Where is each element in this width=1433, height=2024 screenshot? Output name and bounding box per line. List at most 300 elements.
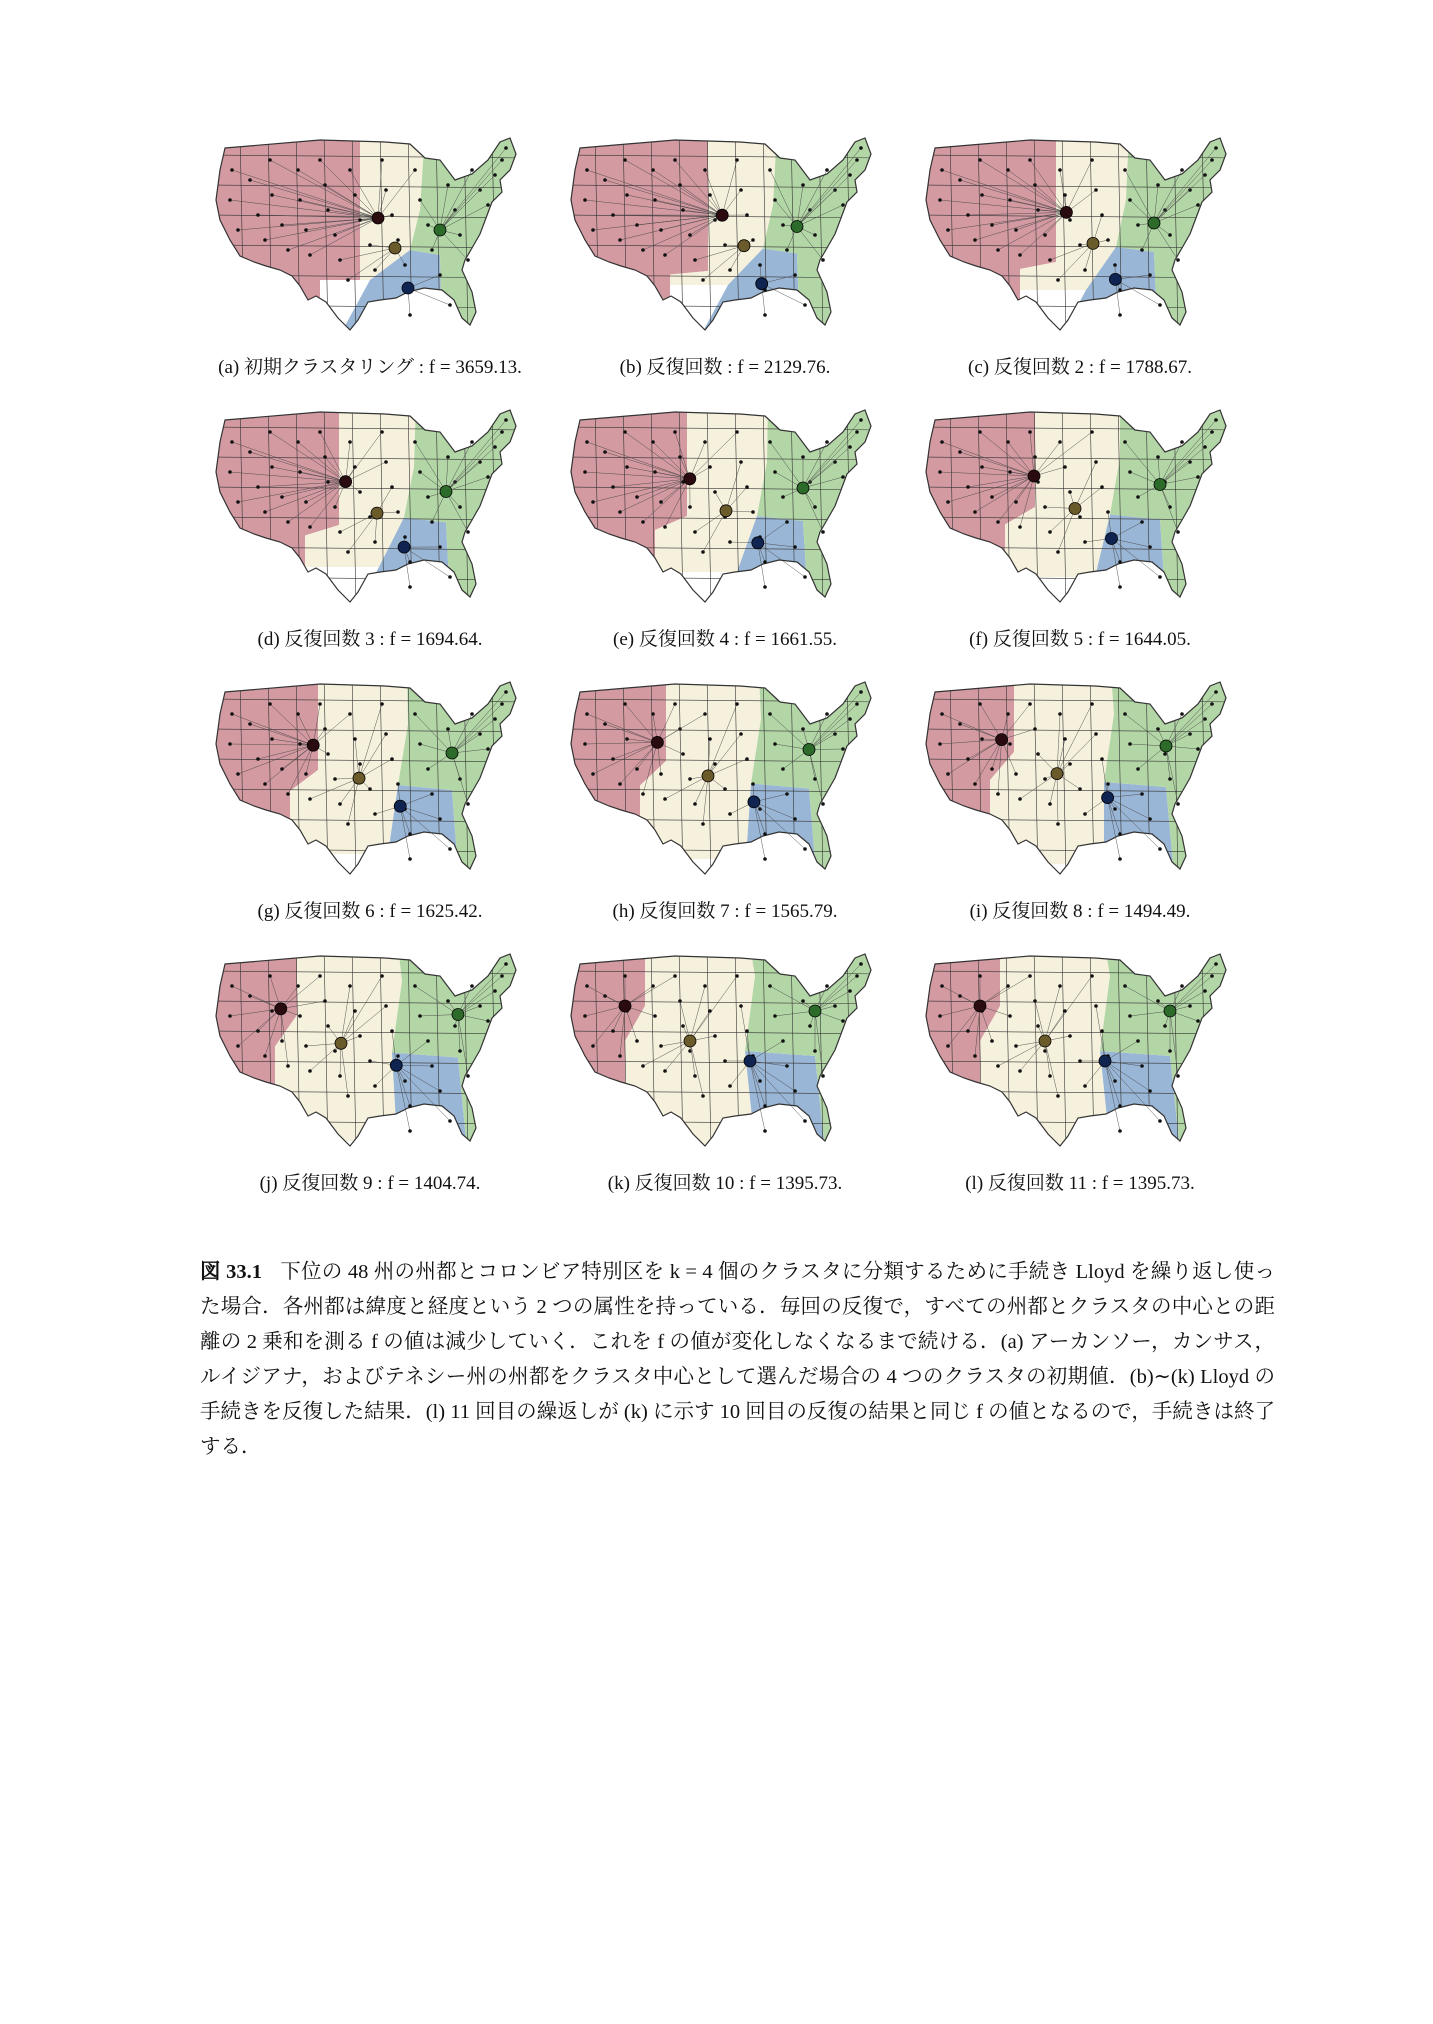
capital-dot <box>1118 560 1122 564</box>
capital-dot <box>390 757 394 761</box>
capital-dot <box>635 495 639 499</box>
capital-dot <box>625 737 629 741</box>
capital-dot <box>426 1039 430 1043</box>
capital-dot <box>1018 797 1022 801</box>
capital-dot <box>408 560 412 564</box>
capital-dot <box>1118 1104 1122 1108</box>
capital-dot <box>1056 1094 1060 1098</box>
capital-dot <box>353 193 357 197</box>
capital-dot <box>703 984 707 988</box>
capital-dot <box>848 445 852 449</box>
capital-dot <box>1188 1004 1192 1008</box>
capital-dot <box>651 712 655 716</box>
centroid-west <box>996 734 1008 746</box>
capital-dot <box>408 1129 412 1133</box>
centroid-west <box>716 209 728 221</box>
map-h <box>565 674 885 879</box>
capital-dot <box>678 999 682 1003</box>
capital-dot <box>346 550 350 554</box>
capital-dot <box>745 757 749 761</box>
capital-dot <box>298 742 302 746</box>
capital-dot <box>448 847 452 851</box>
panel-caption: (c) 反復回数 2 : f = 1788.67. <box>968 357 1192 378</box>
capital-dot <box>458 233 462 237</box>
capital-dot <box>1058 168 1062 172</box>
state-border <box>565 849 885 852</box>
centroid-central <box>702 770 714 782</box>
capital-dot <box>996 248 1000 252</box>
capital-dot <box>1196 1019 1200 1023</box>
panel-caption: (k) 反復回数 10 : f = 1395.73. <box>607 1173 843 1194</box>
map-b <box>565 130 885 335</box>
capital-dot <box>408 832 412 836</box>
capital-dot <box>1056 822 1060 826</box>
capital-dot <box>338 258 342 262</box>
panel-d <box>200 402 540 652</box>
capital-dot <box>358 490 362 494</box>
state-border <box>520 130 524 335</box>
capital-dot <box>966 1029 970 1033</box>
map-i <box>920 674 1240 879</box>
region-group <box>210 674 530 879</box>
capital-dot <box>1176 258 1180 262</box>
capital-dot <box>855 974 859 978</box>
capital-dot <box>681 752 685 756</box>
centroid-south <box>394 800 406 812</box>
capital-dot <box>1128 742 1132 746</box>
capital-dot <box>1078 1059 1082 1063</box>
capital-dot <box>280 767 284 771</box>
capital-dot <box>263 510 267 514</box>
capital-dot <box>859 690 863 694</box>
capital-dot <box>659 772 663 776</box>
centroid-west <box>307 739 319 751</box>
state-border <box>210 849 530 852</box>
capital-dot <box>280 1039 284 1043</box>
capital-dot <box>1176 1074 1180 1078</box>
capital-dot <box>803 575 807 579</box>
capital-dot <box>1090 974 1094 978</box>
capital-dot <box>611 1029 615 1033</box>
capital-dot <box>1018 525 1022 529</box>
capital-dot <box>448 575 452 579</box>
map-j <box>210 946 530 1151</box>
capital-dot <box>323 455 327 459</box>
capital-dot <box>1043 777 1047 781</box>
capital-dot <box>739 732 743 736</box>
capital-dot <box>1118 1129 1122 1133</box>
capital-dot <box>938 742 942 746</box>
capital-dot <box>466 802 470 806</box>
region-group <box>565 946 885 1151</box>
capital-dot <box>1123 712 1127 716</box>
capital-dot <box>1113 263 1117 267</box>
capital-dot <box>413 984 417 988</box>
capital-dot <box>453 1024 457 1028</box>
capital-dot <box>396 1054 400 1058</box>
capital-dot <box>1068 490 1072 494</box>
capital-dot <box>263 238 267 242</box>
capital-dot <box>1148 817 1152 821</box>
capital-dot <box>333 505 337 509</box>
region-east <box>763 130 885 335</box>
centroid-south <box>752 537 764 549</box>
capital-dot <box>418 470 422 474</box>
capital-dot <box>438 273 442 277</box>
capital-dot <box>1123 440 1127 444</box>
centroid-east <box>1160 740 1172 752</box>
centroid-south <box>748 796 760 808</box>
panel-caption: (e) 反復回数 4 : f = 1661.55. <box>613 629 837 650</box>
capital-dot <box>268 158 272 162</box>
capital-dot <box>735 702 739 706</box>
capital-dot <box>751 782 755 786</box>
region-east <box>751 674 885 879</box>
region-south <box>745 1051 825 1151</box>
capital-dot <box>996 792 1000 796</box>
capital-dot <box>1028 702 1032 706</box>
capital-dot <box>298 1014 302 1018</box>
capital-dot <box>358 1034 362 1038</box>
capital-dot <box>1203 173 1207 177</box>
capital-dot <box>1158 575 1162 579</box>
panel-caption: (d) 反復回数 3 : f = 1694.64. <box>257 629 483 650</box>
capital-dot <box>1180 440 1184 444</box>
capital-dot <box>1140 792 1144 796</box>
capital-dot <box>825 712 829 716</box>
capital-dot <box>338 802 342 806</box>
capital-dot <box>958 178 962 182</box>
capital-dot <box>1090 702 1094 706</box>
capital-dot <box>1158 847 1162 851</box>
capital-dot <box>833 732 837 736</box>
capital-dot <box>781 1039 785 1043</box>
capital-dot <box>308 1069 312 1073</box>
capital-dot <box>773 1014 777 1018</box>
capital-dot <box>466 530 470 534</box>
capital-dot <box>323 183 327 187</box>
capital-dot <box>403 263 407 267</box>
capital-dot <box>408 1104 412 1108</box>
capital-dot <box>946 228 950 232</box>
capital-dot <box>1083 812 1087 816</box>
capital-dot <box>1036 1024 1040 1028</box>
capital-dot <box>618 782 622 786</box>
capital-dot <box>326 1024 330 1028</box>
capital-dot <box>673 430 677 434</box>
centroid-south <box>390 1059 402 1071</box>
capital-dot <box>1048 530 1052 534</box>
capital-dot <box>745 1029 749 1033</box>
region-group <box>920 946 1240 1151</box>
capital-dot <box>825 168 829 172</box>
capital-dot <box>408 585 412 589</box>
capital-dot <box>1180 712 1184 716</box>
capital-dot <box>785 792 789 796</box>
capital-dot <box>653 198 657 202</box>
capital-dot <box>701 1094 705 1098</box>
capital-dot <box>384 188 388 192</box>
capital-dot <box>751 238 755 242</box>
capital-dot <box>504 690 508 694</box>
capital-dot <box>825 440 829 444</box>
capital-dot <box>1078 515 1082 519</box>
capital-dot <box>296 440 300 444</box>
capital-dot <box>708 465 712 469</box>
capital-dot <box>688 505 692 509</box>
region-south <box>392 1053 467 1152</box>
capital-dot <box>248 450 252 454</box>
capital-dot <box>653 1014 657 1018</box>
capital-dot <box>678 183 682 187</box>
capital-dot <box>803 1119 807 1123</box>
capital-dot <box>448 1119 452 1123</box>
capital-dot <box>681 1024 685 1028</box>
capital-dot <box>1033 455 1037 459</box>
centroid-east <box>791 221 803 233</box>
capital-dot <box>286 1064 290 1068</box>
region-east <box>1110 402 1240 607</box>
capital-dot <box>486 475 490 479</box>
capital-dot <box>591 500 595 504</box>
region-east <box>398 674 530 879</box>
panel-caption: (f) 反復回数 5 : f = 1644.05. <box>969 629 1191 650</box>
state-border <box>1230 946 1234 1151</box>
capital-dot <box>980 465 984 469</box>
capital-dot <box>768 440 772 444</box>
region-west <box>920 130 1056 335</box>
capital-dot <box>833 460 837 464</box>
capital-dot <box>763 585 767 589</box>
capital-dot <box>348 712 352 716</box>
capital-dot <box>318 158 322 162</box>
capital-dot <box>693 1074 697 1078</box>
capital-dot <box>1163 752 1167 756</box>
capital-dot <box>390 485 394 489</box>
capital-dot <box>346 278 350 282</box>
capital-dot <box>408 857 412 861</box>
capital-dot <box>813 233 817 237</box>
capital-dot <box>1188 732 1192 736</box>
capital-dot <box>296 984 300 988</box>
capital-dot <box>358 762 362 766</box>
capital-dot <box>773 742 777 746</box>
capital-dot <box>990 223 994 227</box>
centroid-east <box>797 482 809 494</box>
capital-dot <box>403 535 407 539</box>
capital-dot <box>446 999 450 1003</box>
capital-dot <box>486 203 490 207</box>
capital-dot <box>270 1009 274 1013</box>
capital-dot <box>763 832 767 836</box>
capital-dot <box>673 158 677 162</box>
capital-dot <box>1123 984 1127 988</box>
capital-dot <box>1033 183 1037 187</box>
capital-dot <box>735 158 739 162</box>
capital-dot <box>466 258 470 262</box>
capital-dot <box>1008 198 1012 202</box>
capital-dot <box>848 173 852 177</box>
map-c <box>920 130 1240 335</box>
capital-dot <box>739 1004 743 1008</box>
capital-dot <box>504 146 508 150</box>
capital-dot <box>728 540 732 544</box>
capital-dot <box>583 1014 587 1018</box>
capital-dot <box>1158 1119 1162 1123</box>
capital-dot <box>688 777 692 781</box>
capital-dot <box>380 158 384 162</box>
panel-caption: (b) 反復回数 : f = 2129.76. <box>619 357 831 378</box>
capital-dot <box>333 777 337 781</box>
capital-dot <box>803 847 807 851</box>
capital-dot <box>673 702 677 706</box>
capital-dot <box>978 158 982 162</box>
capital-dot <box>493 717 497 721</box>
capital-dot <box>693 530 697 534</box>
capital-dot <box>384 732 388 736</box>
capital-dot <box>1156 183 1160 187</box>
capital-dot <box>308 797 312 801</box>
capital-dot <box>583 742 587 746</box>
capital-dot <box>413 440 417 444</box>
centroid-central <box>684 1035 696 1047</box>
capital-dot <box>1106 782 1110 786</box>
capital-dot <box>758 1079 762 1083</box>
centroid-east <box>1154 479 1166 491</box>
capital-dot <box>973 1054 977 1058</box>
map-a <box>210 130 530 335</box>
capital-dot <box>938 198 942 202</box>
capital-dot <box>641 792 645 796</box>
capital-dot <box>368 243 372 247</box>
capital-dot <box>591 1044 595 1048</box>
figure-label: 図 33.1 <box>200 1261 263 1283</box>
region-group <box>210 402 530 607</box>
capital-dot <box>825 984 829 988</box>
capital-dot <box>466 1074 470 1078</box>
capital-dot <box>263 782 267 786</box>
centroid-west <box>1028 470 1040 482</box>
capital-dot <box>728 1084 732 1088</box>
capital-dot <box>681 208 685 212</box>
state-border <box>1230 130 1234 335</box>
capital-dot <box>333 1049 337 1053</box>
capital-dot <box>978 430 982 434</box>
capital-dot <box>785 520 789 524</box>
centroid-east <box>809 1005 821 1017</box>
capital-dot <box>1094 732 1098 736</box>
capital-dot <box>739 188 743 192</box>
capital-dot <box>1136 1039 1140 1043</box>
capital-dot <box>280 223 284 227</box>
region-south <box>1100 1051 1180 1151</box>
capital-dot <box>1028 974 1032 978</box>
capital-dot <box>946 500 950 504</box>
capital-dot <box>739 460 743 464</box>
state-border <box>920 849 1240 852</box>
capital-dot <box>478 732 482 736</box>
capital-dot <box>373 812 377 816</box>
capital-dot <box>938 1014 942 1018</box>
capital-dot <box>611 213 615 217</box>
centroid-west <box>974 1000 986 1012</box>
capital-dot <box>841 203 845 207</box>
capital-dot <box>1058 440 1062 444</box>
capital-dot <box>618 510 622 514</box>
capital-dot <box>1100 757 1104 761</box>
capital-dot <box>230 440 234 444</box>
capital-dot <box>1083 268 1087 272</box>
centroid-east <box>440 486 452 498</box>
capital-dot <box>1006 984 1010 988</box>
capital-dot <box>430 248 434 252</box>
capital-dot <box>346 1094 350 1098</box>
capital-dot <box>1196 203 1200 207</box>
capital-dot <box>500 158 504 162</box>
capital-dot <box>641 1064 645 1068</box>
capital-dot <box>504 418 508 422</box>
capital-dot <box>773 470 777 474</box>
centroid-south <box>756 278 768 290</box>
centroid-south <box>398 541 410 553</box>
capital-dot <box>1210 430 1214 434</box>
capital-dot <box>308 253 312 257</box>
capital-dot <box>430 1064 434 1068</box>
capital-dot <box>1028 430 1032 434</box>
capital-dot <box>591 228 595 232</box>
capital-dot <box>458 1049 462 1053</box>
state-border <box>520 946 524 1151</box>
capital-dot <box>326 752 330 756</box>
capital-dot <box>635 223 639 227</box>
capital-dot <box>384 460 388 464</box>
state-border <box>565 577 885 580</box>
capital-dot <box>585 984 589 988</box>
capital-dot <box>1148 1089 1152 1093</box>
capital-dot <box>373 268 377 272</box>
capital-dot <box>368 1059 372 1063</box>
capital-dot <box>438 1089 442 1093</box>
capital-dot <box>1118 857 1122 861</box>
capital-dot <box>966 757 970 761</box>
capital-dot <box>833 1004 837 1008</box>
capital-dot <box>1196 747 1200 751</box>
capital-dot <box>966 213 970 217</box>
map-l <box>920 946 1240 1151</box>
capital-dot <box>803 303 807 307</box>
capital-dot <box>1033 727 1037 731</box>
capital-dot <box>813 505 817 509</box>
capital-dot <box>1058 712 1062 716</box>
state-border <box>520 674 524 879</box>
state-border <box>920 1121 1240 1124</box>
capital-dot <box>446 455 450 459</box>
capital-dot <box>603 722 607 726</box>
capital-dot <box>781 223 785 227</box>
capital-dot <box>611 757 615 761</box>
capital-dot <box>625 465 629 469</box>
region-east <box>1104 674 1240 879</box>
capital-dot <box>390 213 394 217</box>
capital-dot <box>230 984 234 988</box>
capital-dot <box>1113 807 1117 811</box>
state-border <box>875 130 879 335</box>
capital-dot <box>1078 243 1082 247</box>
capital-dot <box>978 974 982 978</box>
capital-dot <box>618 238 622 242</box>
capital-dot <box>413 712 417 716</box>
capital-dot <box>663 253 667 257</box>
